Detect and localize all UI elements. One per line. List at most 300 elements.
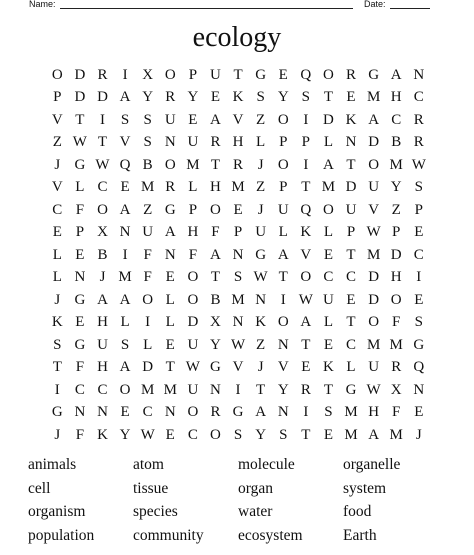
grid-letter[interactable]: U [164,111,176,128]
grid-letter[interactable]: O [368,156,380,173]
grid-letter[interactable]: X [97,224,108,241]
grid-letter[interactable]: Z [143,201,153,218]
grid-letter[interactable]: O [300,269,312,286]
grid-letter[interactable]: L [165,314,175,331]
grid-letter[interactable]: M [141,179,155,196]
grid-letter[interactable]: P [188,201,198,218]
grid-letter[interactable]: U [368,179,380,196]
grid-letter[interactable]: I [122,246,128,263]
grid-letter[interactable]: A [255,404,267,421]
grid-letter[interactable]: D [345,179,357,196]
grid-letter[interactable]: H [232,134,244,151]
grid-letter[interactable]: L [256,134,266,151]
grid-letter[interactable]: F [75,201,85,218]
grid-letter[interactable]: Y [277,381,289,398]
grid-letter[interactable]: I [145,314,151,331]
grid-letter[interactable]: U [368,359,380,376]
grid-letter[interactable]: E [323,336,333,353]
grid-letter[interactable]: E [414,291,424,308]
grid-letter[interactable]: F [143,269,152,286]
grid-letter[interactable]: U [187,134,199,151]
grid-letter[interactable]: O [164,156,176,173]
grid-letter[interactable]: E [414,224,424,241]
grid-letter[interactable]: Y [255,426,267,443]
grid-letter[interactable]: C [391,111,402,128]
grid-letter[interactable]: O [142,291,154,308]
grid-letter[interactable]: C [74,381,85,398]
grid-letter[interactable]: S [301,89,310,106]
grid-letter[interactable]: S [233,426,243,443]
grid-letter[interactable]: Z [52,134,62,151]
grid-letter[interactable]: R [165,89,176,106]
grid-letter[interactable]: T [301,179,311,196]
grid-letter[interactable]: J [99,269,106,286]
grid-letter[interactable]: N [164,134,176,151]
grid-letter[interactable]: J [54,291,61,308]
grid-letter[interactable]: Y [187,89,199,106]
grid-letter[interactable]: A [368,426,380,443]
grid-letter[interactable]: V [232,359,244,376]
grid-letter[interactable]: Z [256,179,266,196]
grid-letter[interactable]: V [232,111,244,128]
grid-letter[interactable]: T [301,336,311,353]
grid-letter[interactable]: H [390,89,402,106]
grid-letter[interactable]: E [120,404,130,421]
grid-letter[interactable]: I [303,156,309,173]
grid-letter[interactable]: U [142,224,154,241]
grid-letter[interactable]: U [187,381,199,398]
grid-letter[interactable]: N [345,134,357,151]
grid-letter[interactable]: T [256,381,266,398]
grid-letter[interactable]: C [413,246,424,263]
grid-letter[interactable]: O [51,66,63,83]
grid-letter[interactable]: L [52,246,62,263]
grid-letter[interactable]: I [303,111,309,128]
grid-letter[interactable]: V [51,111,63,128]
grid-letter[interactable]: D [142,359,154,376]
grid-letter[interactable]: O [187,291,199,308]
grid-letter[interactable]: R [413,111,424,128]
grid-letter[interactable]: D [368,134,380,151]
grid-letter[interactable]: D [390,246,402,263]
word-list [28,453,468,547]
grid-letter[interactable]: D [187,314,199,331]
grid-letter[interactable]: L [278,224,288,241]
grid-letter[interactable]: M [118,269,132,286]
grid-letter[interactable]: H [187,224,199,241]
grid-letter[interactable]: O [368,314,380,331]
grid-letter[interactable]: O [277,111,289,128]
date-field-line[interactable] [390,8,430,9]
grid-letter[interactable]: P [188,66,198,83]
grid-letter[interactable]: G [51,404,63,421]
grid-letter[interactable]: E [301,359,311,376]
grid-letter[interactable]: O [210,426,221,443]
grid-letter[interactable]: R [300,381,311,398]
grid-letter[interactable]: R [210,404,221,421]
grid-letter[interactable]: C [346,269,357,286]
grid-letter[interactable]: Y [277,89,289,106]
grid-letter[interactable]: N [74,269,86,286]
grid-letter[interactable]: W [411,156,426,173]
grid-letter[interactable]: T [301,426,311,443]
word-list-item: population [28,526,95,544]
grid-letter[interactable]: O [390,291,402,308]
grid-letter[interactable]: E [323,246,333,263]
grid-letter[interactable]: N [255,291,267,308]
grid-letter[interactable]: W [72,134,87,151]
header-row [0,0,474,12]
date-label: Date: [364,0,386,9]
name-label: Name: [29,0,56,9]
grid-letter[interactable]: S [120,336,130,353]
grid-letter[interactable]: J [54,156,61,173]
grid-letter[interactable]: F [392,404,401,421]
grid-letter[interactable]: G [210,359,221,376]
grid-letter[interactable]: M [163,381,177,398]
grid-letter[interactable]: E [75,246,85,263]
grid-letter[interactable]: M [186,156,200,173]
grid-letter[interactable]: J [257,359,264,376]
grid-letter[interactable]: Q [300,201,312,218]
grid-letter[interactable]: R [391,359,402,376]
grid-letter[interactable]: G [232,404,244,421]
grid-letter[interactable]: N [210,381,221,398]
grid-letter[interactable]: P [346,224,356,241]
grid-letter[interactable]: M [231,291,245,308]
grid-letter[interactable]: B [391,134,402,151]
grid-letter[interactable]: T [323,381,333,398]
grid-letter[interactable]: E [165,336,175,353]
grid-letter[interactable]: U [277,201,289,218]
grid-letter[interactable]: Q [300,66,312,83]
grid-letter[interactable]: N [97,404,108,421]
grid-letter[interactable]: N [277,404,289,421]
grid-letter[interactable]: A [119,201,131,218]
grid-letter[interactable]: M [366,336,381,353]
grid-letter[interactable]: O [187,269,199,286]
grid-letter[interactable]: U [97,336,108,353]
grid-letter[interactable]: M [366,246,381,263]
grid-letter[interactable]: M [321,179,336,196]
grid-letter[interactable]: K [255,314,267,331]
grid-letter[interactable]: U [255,224,267,241]
grid-letter[interactable]: G [74,156,86,173]
grid-letter[interactable]: N [119,224,131,241]
grid-letter[interactable]: E [210,89,221,106]
grid-letter[interactable]: H [97,314,108,331]
grid-letter[interactable]: A [119,89,131,106]
grid-letter[interactable]: T [165,359,175,376]
grid-letter[interactable]: C [97,179,108,196]
grid-letter[interactable]: K [323,359,334,376]
grid-letter[interactable]: Q [413,359,425,376]
grid-letter[interactable]: N [232,246,244,263]
grid-letter[interactable]: G [413,336,425,353]
grid-letter[interactable]: A [323,156,334,173]
grid-letter[interactable]: P [392,224,401,241]
grid-letter[interactable]: R [210,134,221,151]
grid-letter[interactable]: N [277,336,289,353]
grid-letter[interactable]: C [413,89,424,106]
grid-letter[interactable]: O [323,66,334,83]
grid-letter[interactable]: L [323,314,333,331]
grid-letter[interactable]: D [368,269,380,286]
grid-letter[interactable]: H [368,404,380,421]
grid-letter[interactable]: V [51,179,63,196]
grid-letter[interactable]: N [74,404,86,421]
grid-letter[interactable]: V [119,134,131,151]
grid-letter[interactable]: S [256,89,265,106]
grid-letter[interactable]: H [210,179,221,196]
grid-letter[interactable]: P [414,201,423,218]
grid-letter[interactable]: W [140,426,155,443]
grid-letter[interactable]: W [366,224,381,241]
grid-letter[interactable]: T [52,359,62,376]
grid-letter[interactable]: D [74,89,86,106]
grid-letter[interactable]: L [165,291,175,308]
grid-letter[interactable]: W [95,156,110,173]
grid-letter[interactable]: L [75,179,85,196]
grid-letter[interactable]: X [142,66,154,83]
grid-letter[interactable]: N [164,246,176,263]
grid-letter[interactable]: S [414,314,423,331]
grid-letter[interactable]: M [389,156,403,173]
grid-letter[interactable]: X [210,314,221,331]
grid-letter[interactable]: I [54,381,60,398]
grid-letter[interactable]: L [346,359,356,376]
grid-letter[interactable]: A [277,246,289,263]
grid-letter[interactable]: G [255,66,267,83]
grid-letter[interactable]: T [75,111,85,128]
grid-letter[interactable]: O [210,201,221,218]
grid-letter[interactable]: G [345,381,357,398]
grid-letter[interactable]: R [413,134,424,151]
grid-letter[interactable]: E [414,404,424,421]
grid-letter[interactable]: T [323,89,333,106]
grid-letter[interactable]: A [368,111,380,128]
grid-letter[interactable]: E [346,89,356,106]
grid-letter[interactable]: E [278,66,288,83]
grid-letter[interactable]: O [323,201,334,218]
grid-letter[interactable]: V [300,246,312,263]
grid-letter[interactable]: G [368,66,380,83]
grid-letter[interactable]: I [235,381,241,398]
grid-letter[interactable]: I [280,291,286,308]
grid-letter[interactable]: O [277,314,289,331]
grid-letter[interactable]: G [164,201,176,218]
grid-letter[interactable]: U [345,201,357,218]
grid-letter[interactable]: C [142,404,153,421]
grid-letter[interactable]: C [187,426,198,443]
grid-letter[interactable]: J [257,201,264,218]
grid-letter[interactable]: T [97,134,108,151]
grid-letter[interactable]: T [346,314,356,331]
grid-letter[interactable]: M [366,89,381,106]
grid-letter[interactable]: T [278,269,288,286]
grid-letter[interactable]: F [75,359,85,376]
grid-letter[interactable]: Q [119,156,131,173]
grid-letter[interactable]: G [74,291,86,308]
grid-letter[interactable]: M [344,426,358,443]
grid-letter[interactable]: K [51,314,63,331]
grid-letter[interactable]: O [97,201,108,218]
grid-letter[interactable]: R [233,156,244,173]
grid-letter[interactable]: P [53,89,62,106]
grid-letter[interactable]: P [233,224,243,241]
grid-letter[interactable]: A [119,359,131,376]
grid-letter[interactable]: U [187,336,199,353]
grid-letter[interactable]: O [277,156,289,173]
word-list-item: cell [28,479,51,497]
grid-letter[interactable]: L [323,134,333,151]
grid-letter[interactable]: I [416,269,422,286]
grid-letter[interactable]: Y [119,426,131,443]
grid-letter[interactable]: I [122,66,128,83]
grid-letter[interactable]: R [346,66,357,83]
grid-letter[interactable]: L [188,179,198,196]
grid-letter[interactable]: A [97,291,108,308]
grid-letter[interactable]: M [231,179,245,196]
grid-letter[interactable]: Z [256,336,266,353]
grid-letter[interactable]: O [119,381,131,398]
grid-letter[interactable]: P [301,134,310,151]
grid-letter[interactable]: E [120,179,130,196]
grid-letter[interactable]: T [346,156,356,173]
grid-letter[interactable]: C [52,201,63,218]
grid-letter[interactable]: S [324,404,333,421]
grid-letter[interactable]: F [211,224,220,241]
grid-letter[interactable]: U [323,291,334,308]
grid-letter[interactable]: K [97,426,108,443]
grid-letter[interactable]: Z [256,111,266,128]
grid-letter[interactable]: M [141,381,155,398]
grid-letter[interactable]: S [414,179,423,196]
grid-letter[interactable]: N [232,314,244,331]
grid-letter[interactable]: D [97,89,108,106]
grid-letter[interactable]: T [346,246,356,263]
grid-letter[interactable]: L [323,224,333,241]
grid-letter[interactable]: W [185,359,200,376]
grid-letter[interactable]: Y [390,179,402,196]
grid-letter[interactable]: J [257,156,264,173]
grid-letter[interactable]: M [389,336,403,353]
grid-letter[interactable]: G [74,336,86,353]
grid-letter[interactable]: W [230,336,246,353]
grid-letter[interactable]: M [389,426,403,443]
grid-letter[interactable]: E [52,224,62,241]
grid-letter[interactable]: C [323,269,334,286]
grid-letter[interactable]: Y [142,89,154,106]
grid-letter[interactable]: S [279,426,288,443]
grid-letter[interactable]: O [164,66,176,83]
grid-letter[interactable]: D [74,66,86,83]
grid-letter[interactable]: U [210,66,221,83]
grid-letter[interactable]: K [232,89,244,106]
grid-letter[interactable]: D [323,111,334,128]
grid-letter[interactable]: B [97,246,108,263]
grid-letter[interactable]: Z [391,201,401,218]
grid-letter[interactable]: F [392,314,401,331]
grid-letter[interactable]: R [165,179,176,196]
grid-letter[interactable]: T [210,156,221,173]
grid-letter[interactable]: N [164,404,176,421]
word-list-item: species [133,503,178,520]
grid-letter[interactable]: O [187,404,199,421]
grid-letter[interactable]: A [210,111,221,128]
grid-letter[interactable]: G [255,246,267,263]
grid-letter[interactable]: E [188,111,198,128]
grid-letter[interactable]: D [368,291,380,308]
grid-letter[interactable]: K [300,224,312,241]
grid-letter[interactable]: I [99,111,105,128]
grid-letter[interactable]: B [210,291,221,308]
grid-letter[interactable]: A [300,314,312,331]
grid-letter[interactable]: S [233,269,243,286]
grid-letter[interactable]: F [75,426,85,443]
grid-letter[interactable]: L [143,336,153,353]
grid-letter[interactable]: A [164,224,176,241]
grid-letter[interactable]: I [303,404,309,421]
grid-letter[interactable]: H [390,269,402,286]
grid-letter[interactable]: E [346,291,356,308]
grid-letter[interactable]: T [233,66,243,83]
grid-letter[interactable]: A [210,246,221,263]
grid-letter[interactable]: S [143,111,152,128]
grid-letter[interactable]: A [390,66,402,83]
grid-letter[interactable]: S [143,134,152,151]
grid-letter[interactable]: F [143,246,152,263]
grid-letter[interactable]: E [165,426,175,443]
grid-letter[interactable]: E [165,269,175,286]
grid-letter[interactable]: A [119,291,131,308]
grid-letter[interactable]: E [75,314,85,331]
grid-letter[interactable]: N [413,381,425,398]
grid-letter[interactable]: E [233,201,243,218]
grid-letter[interactable]: V [277,359,289,376]
grid-letter[interactable]: L [120,314,130,331]
grid-letter[interactable]: W [253,269,268,286]
grid-letter[interactable]: C [97,381,108,398]
grid-letter[interactable]: F [188,246,198,263]
grid-letter[interactable]: C [346,336,357,353]
grid-letter[interactable]: R [97,66,108,83]
word-list-item: organ [238,479,274,497]
grid-letter[interactable]: T [210,269,221,286]
grid-letter[interactable]: N [413,66,425,83]
word-list-item: ecosystem [238,526,303,544]
grid-letter[interactable]: L [52,269,62,286]
grid-letter[interactable]: W [366,381,381,398]
grid-letter[interactable]: P [279,134,288,151]
grid-letter[interactable]: S [120,111,130,128]
grid-letter[interactable]: B [142,156,153,173]
name-field-line[interactable] [60,8,353,9]
grid-letter[interactable]: H [97,359,108,376]
grid-letter[interactable]: V [368,201,380,218]
grid-letter[interactable]: Y [210,336,221,353]
grid-letter[interactable]: W [298,291,313,308]
grid-letter[interactable]: J [415,426,422,443]
grid-letter[interactable]: P [279,179,288,196]
grid-letter[interactable]: E [323,426,333,443]
grid-letter[interactable]: K [345,111,357,128]
grid-letter[interactable]: S [53,336,62,353]
grid-letter[interactable]: M [344,404,358,421]
grid-letter[interactable]: P [75,224,85,241]
grid-letter[interactable]: X [390,381,402,398]
grid-letter[interactable]: J [54,426,61,443]
